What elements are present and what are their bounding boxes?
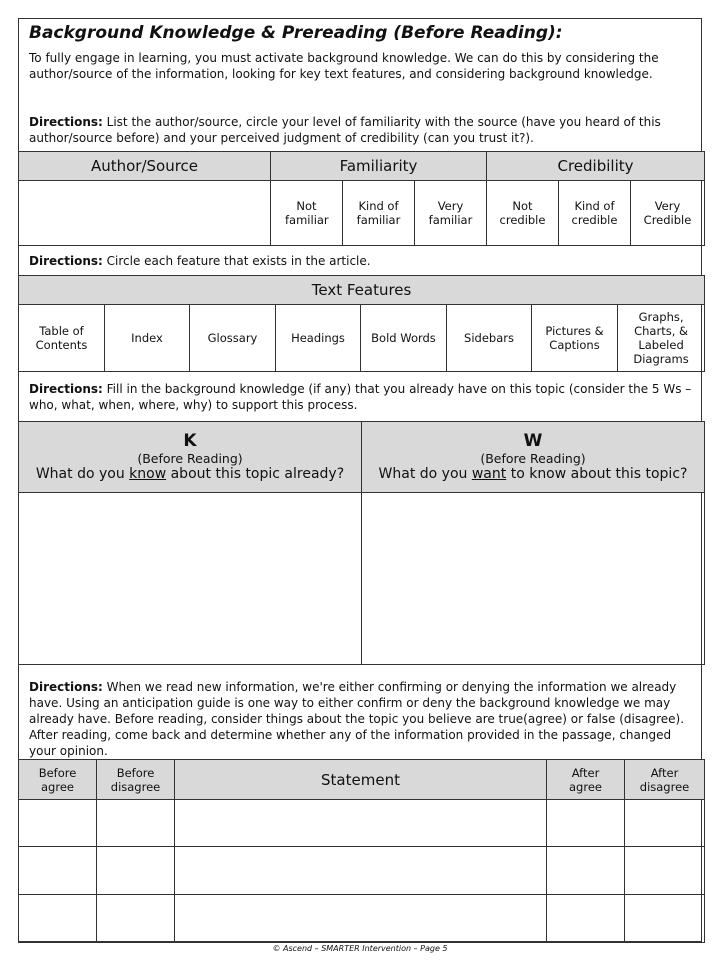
k-question: What do you know about this topic already? — [35, 466, 345, 482]
row-2-statement[interactable] — [175, 847, 547, 895]
row-1-statement[interactable] — [175, 800, 547, 847]
directions-4-text: When we read new information, we're either confirming or denying the information we already have. Using an anticipation guide is one way to either confirm or deny the background knowledge we may already have. Before reading, consider things about the topic you believe are true(agree) or false (disagree). After reading, come back and determine whether any of the information provided in the passage, changed your opinion. — [29, 680, 685, 758]
before-disagree-header: Before disagree — [97, 760, 175, 800]
feature-index[interactable]: Index — [105, 305, 190, 372]
after-disagree-header: After disagree — [625, 760, 705, 800]
directions-2: Directions: Circle each feature that exists in the article. — [29, 254, 371, 268]
row-2-after-disagree[interactable] — [625, 847, 705, 895]
feature-glossary[interactable]: Glossary — [190, 305, 276, 372]
row-1-before-disagree[interactable] — [97, 800, 175, 847]
w-answer-area[interactable] — [362, 493, 705, 665]
row-3-after-disagree[interactable] — [625, 895, 705, 943]
w-question: What do you want to know about this topic? — [378, 466, 688, 482]
feature-sidebars[interactable]: Sidebars — [447, 305, 532, 372]
row-1-after-agree[interactable] — [547, 800, 625, 847]
w-subtitle: (Before Reading) — [480, 451, 586, 466]
feature-pictures-captions[interactable]: Pictures & Captions — [532, 305, 618, 372]
familiarity-header: Familiarity — [271, 152, 487, 181]
directions-3-text: Fill in the background knowledge (if any) that you already have on this topic (consider the 5 Ws – who, what, when, where, why) to support this process. — [29, 382, 692, 412]
credibility-option-kind-of[interactable]: Kind of credible — [559, 181, 631, 246]
row-2-after-agree[interactable] — [547, 847, 625, 895]
w-column-header — [362, 422, 705, 493]
k-answer-area[interactable] — [19, 493, 362, 665]
kw-chart — [18, 421, 705, 665]
row-1-after-disagree[interactable] — [625, 800, 705, 847]
page-footer: © Ascend – SMARTER Intervention – Page 5 — [272, 944, 448, 953]
familiarity-option-kind-of[interactable]: Kind of familiar — [343, 181, 415, 246]
text-features-header: Text Features — [19, 276, 705, 305]
directions-3: Directions: Fill in the background knowledge (if any) that you already have on this topic (consider the 5 Ws – who, what, when, where, why) to support this process. — [29, 382, 692, 412]
row-3-before-agree[interactable] — [19, 895, 97, 943]
feature-graphs-charts[interactable]: Graphs, Charts, & Labeled Diagrams — [618, 305, 705, 372]
anticipation-guide-table — [18, 759, 705, 943]
statement-header: Statement — [175, 760, 547, 800]
directions-2-text: Circle each feature that exists in the article. — [106, 254, 371, 268]
source-table — [18, 151, 705, 246]
directions-label: Directions: — [29, 115, 103, 129]
directions-1-text: List the author/source, circle your level of familiarity with the source (have you heard of this author/source before) and your perceived judgment of credibility (can you trust it?). — [29, 115, 661, 145]
k-subtitle: (Before Reading) — [137, 451, 243, 466]
feature-table-of-contents[interactable]: Table of Contents — [19, 305, 105, 372]
before-agree-header: Before agree — [19, 760, 97, 800]
after-agree-header: After agree — [547, 760, 625, 800]
familiarity-option-not[interactable]: Not familiar — [271, 181, 343, 246]
row-2-before-agree[interactable] — [19, 847, 97, 895]
feature-bold-words[interactable]: Bold Words — [361, 305, 447, 372]
author-source-header: Author/Source — [19, 152, 271, 181]
row-3-after-agree[interactable] — [547, 895, 625, 943]
author-source-input[interactable] — [19, 181, 271, 246]
feature-headings[interactable]: Headings — [276, 305, 361, 372]
row-3-statement[interactable] — [175, 895, 547, 943]
directions-1 — [29, 114, 693, 146]
intro-paragraph: To fully engage in learning, you must activate background knowledge. We can do this by considering the author/source of the information, looking for key text features, and considering background knowledge. — [29, 51, 659, 81]
k-column-header — [19, 422, 362, 493]
directions-4: Directions: When we read new information, we're either confirming or denying the information we already have. Using an anticipation guide is one way to either confirm or deny the background knowledge we may already have. Before reading, consider things about the topic you believe are true(agree) or false (disagree). After reading, come back and determine whether any of the information provided in the passage, changed your opinion. — [29, 680, 685, 758]
k-letter: K — [183, 431, 197, 451]
w-letter: W — [523, 431, 543, 451]
credibility-option-not[interactable]: Not credible — [487, 181, 559, 246]
credibility-header: Credibility — [487, 152, 705, 181]
worksheet-frame — [18, 18, 702, 942]
row-3-before-disagree[interactable] — [97, 895, 175, 943]
row-2-before-disagree[interactable] — [97, 847, 175, 895]
page-title: Background Knowledge & Prereading (Before Reading): — [29, 23, 563, 43]
text-features-table — [18, 275, 705, 372]
familiarity-option-very[interactable]: Very familiar — [415, 181, 487, 246]
row-1-before-agree[interactable] — [19, 800, 97, 847]
credibility-option-very[interactable]: Very Credible — [631, 181, 705, 246]
